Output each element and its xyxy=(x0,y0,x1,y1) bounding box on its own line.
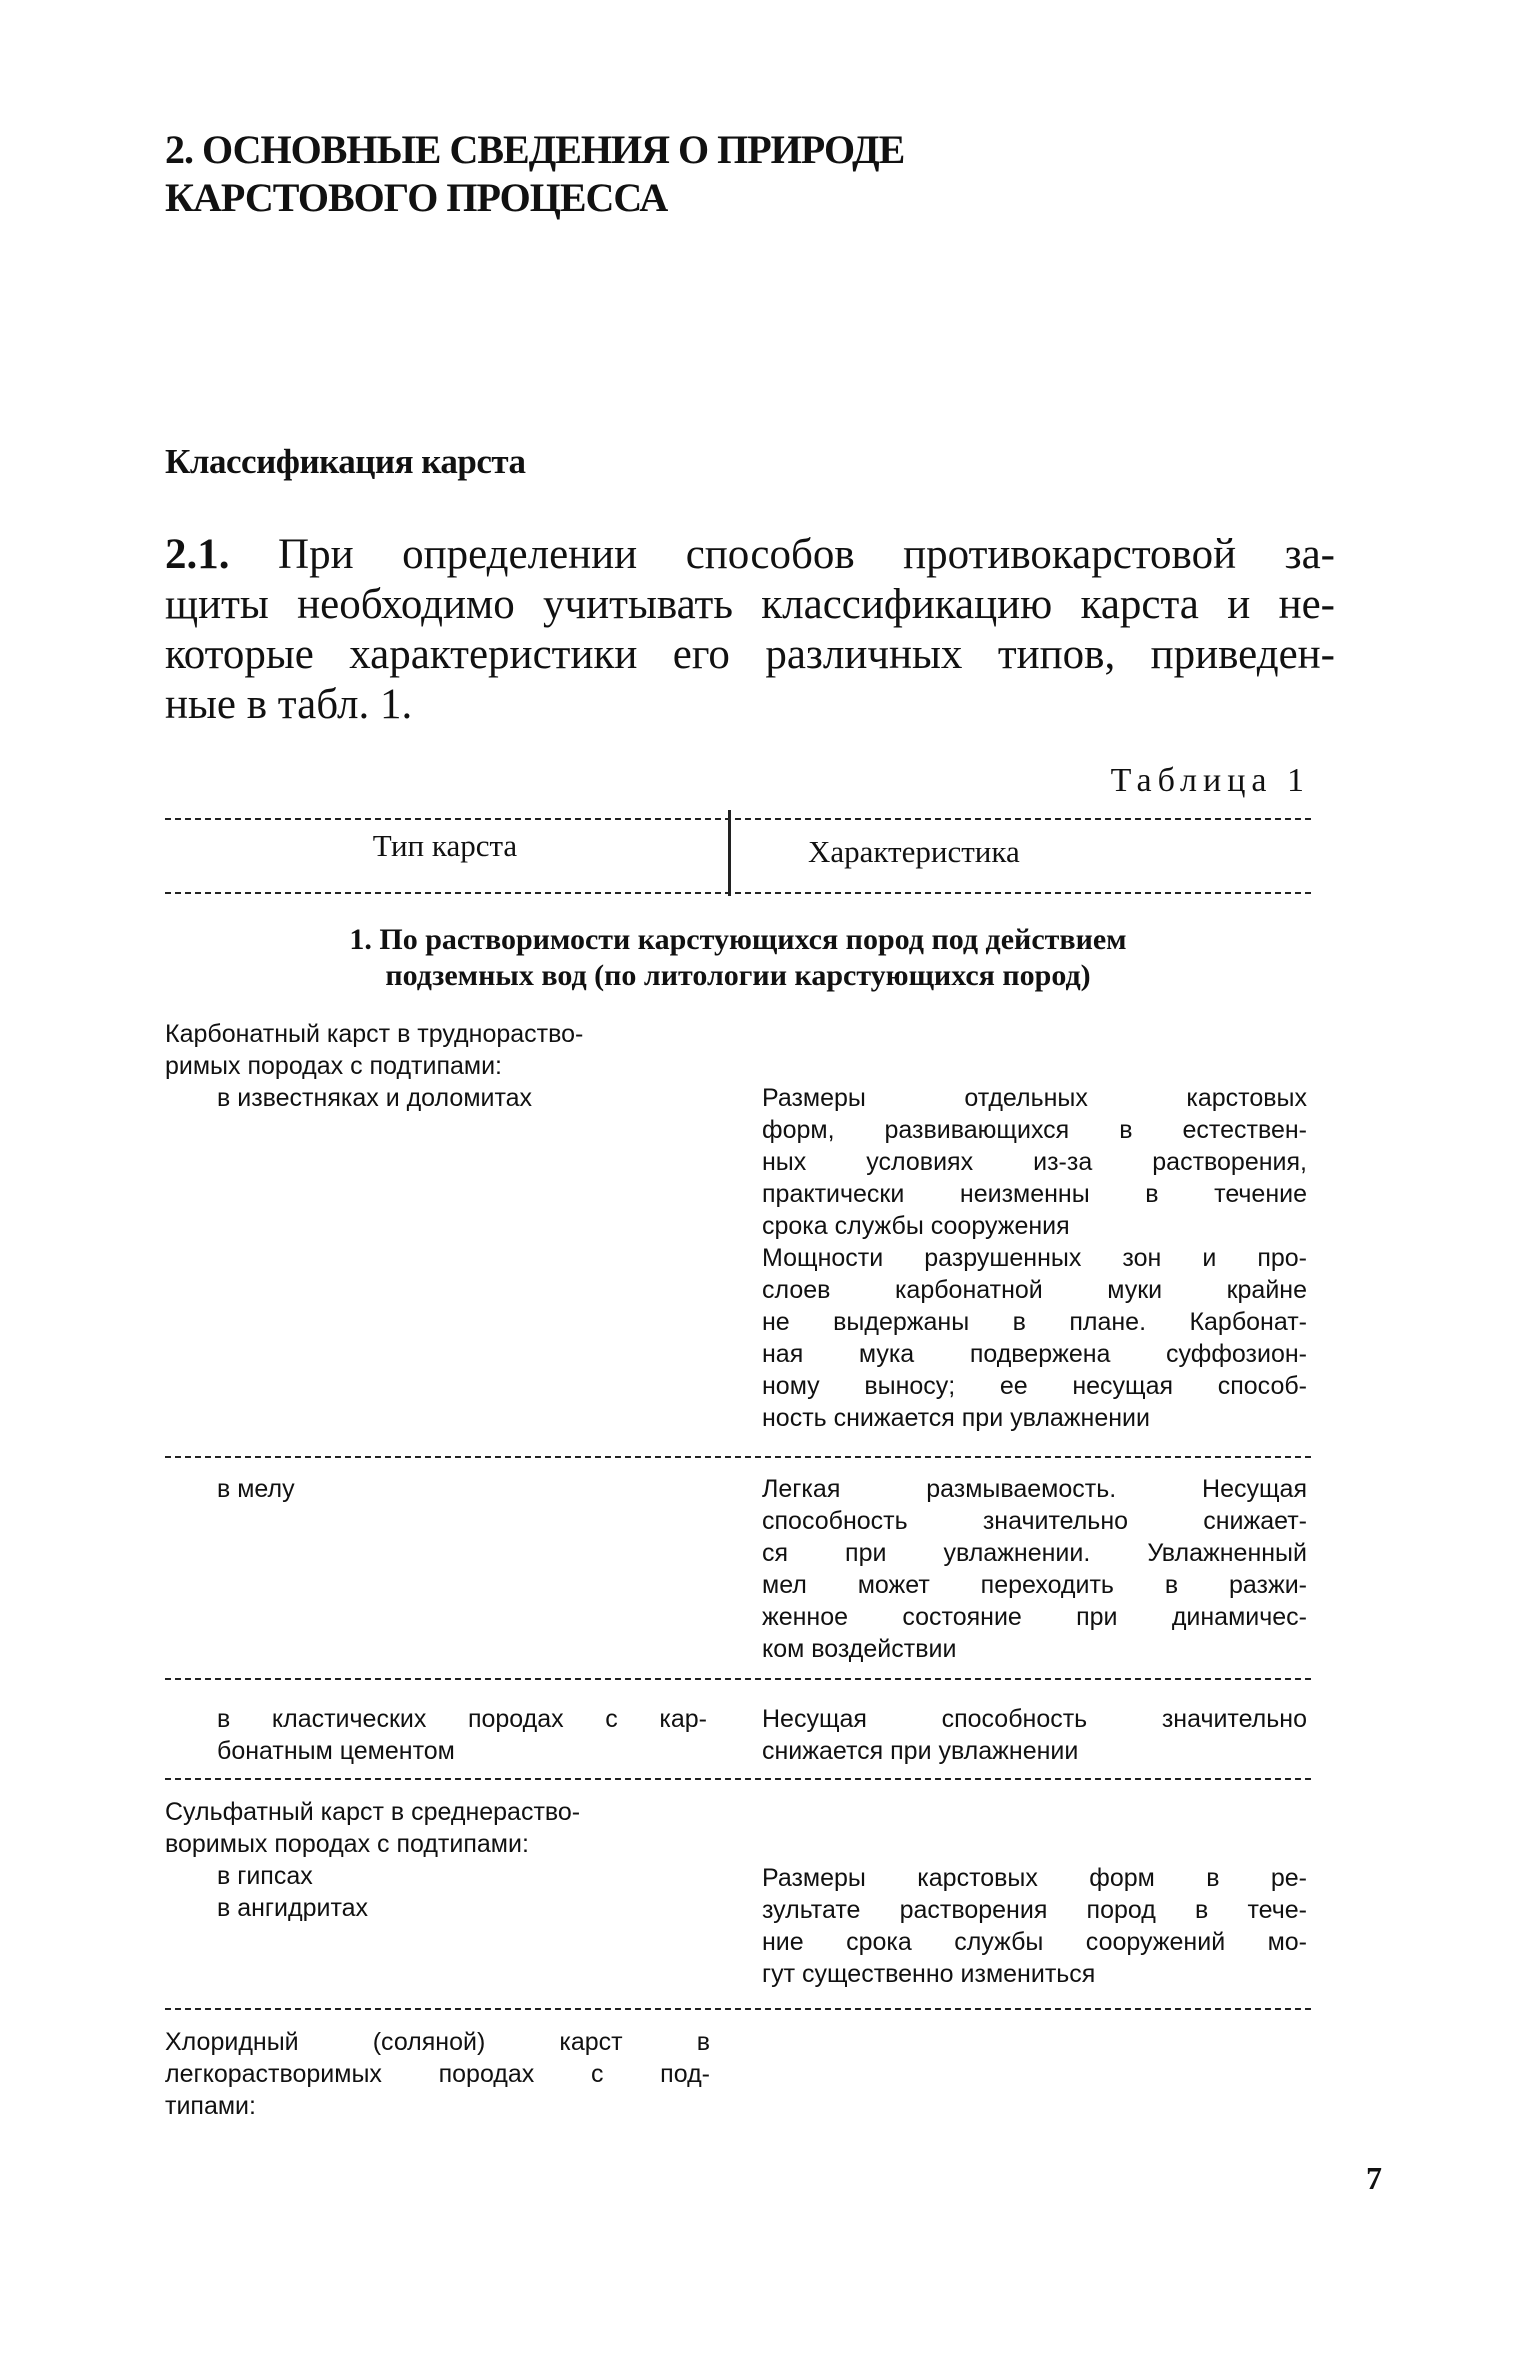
row-rule xyxy=(165,1456,1311,1458)
row-3-characteristic: Несущая способность значительно снижается при увлажнении xyxy=(762,1705,1307,1765)
intro-line: 2.1. При определении способов противокарстовой за- xyxy=(165,531,1335,578)
table-header-rule xyxy=(165,892,1311,894)
chapter-title-line-1: 2. ОСНОВНЫЕ СВЕДЕНИЯ О ПРИРОДЕ xyxy=(165,127,905,172)
table-group-title: 1. По растворимости карстующихся пород под действием подземных вод (по литологии карстующихся пород) xyxy=(349,923,1127,992)
intro-line: которые характеристики его различных типов, приведен- xyxy=(165,631,1335,678)
row-5-type: Хлоридный (соляной) карст в легкорастворимых породах с под- типами: xyxy=(165,2028,710,2120)
row-2-characteristic: Легкая размываемость. Несущая способность значительно снижает- ся при увлажнении. Увлажненный мел может переходить в разжи- женное состояние при динамичес- ком воздействии xyxy=(762,1475,1307,1663)
type-line: Сульфатный карст в среднераство- xyxy=(165,1798,581,1826)
type-line: в известняках и доломитах xyxy=(217,1084,533,1112)
intro-paragraph xyxy=(165,530,1335,730)
chapter-title xyxy=(165,126,1065,222)
table-caption: Таблица 1 xyxy=(1110,762,1310,799)
row-4-characteristic: Размеры карстовых форм в ре- зультате растворения пород в тече- ние срока службы сооружений мо- гут существенно измениться xyxy=(762,1864,1307,1988)
row-2-type xyxy=(217,1473,295,1505)
row-1-type xyxy=(165,1018,583,1114)
table-top-rule xyxy=(165,818,1311,820)
row-4-type xyxy=(165,1796,580,1924)
row-1-characteristic: Размеры отдельных карстовых форм, развивающихся в естествен- ных условиях из-за растворения, практически неизменны в течение срока службы сооружения Мощности разрушенных зон и про- слоев карбонатной муки крайне не выдержаны в плане. Карбонат- ная мука подвержена суффозион- ному выносу; ее несущая способ- ность снижается при увлажнении xyxy=(762,1084,1307,1432)
clause-number: 2.1. xyxy=(165,531,230,578)
intro-line: щиты необходимо учитывать классификацию карста и не- xyxy=(165,581,1335,628)
type-line: в ангидритах xyxy=(217,1894,369,1922)
type-line: воримых породах с подтипами: xyxy=(165,1830,529,1858)
type-line: Карбонатный карст в труднораство- xyxy=(165,1020,584,1048)
row-3-type: в кластических породах с кар- бонатным цементом xyxy=(217,1705,707,1765)
section-heading: Классификация карста xyxy=(165,442,526,481)
header-column-separator xyxy=(728,810,731,896)
row-rule xyxy=(165,1678,1311,1680)
type-line: в гипсах xyxy=(217,1862,313,1890)
intro-line: ные в табл. 1. xyxy=(165,681,413,728)
type-line: в мелу xyxy=(217,1475,295,1503)
chapter-title-line-2: КАРСТОВОГО ПРОЦЕССА xyxy=(165,175,668,220)
column-header-characteristic: Характеристика xyxy=(808,834,1020,869)
column-header-type: Тип карста xyxy=(372,828,518,863)
row-rule xyxy=(165,2008,1311,2010)
page-number: 7 xyxy=(1366,2160,1382,2196)
row-rule xyxy=(165,1778,1311,1780)
type-line: римых породах с подтипами: xyxy=(165,1052,502,1080)
